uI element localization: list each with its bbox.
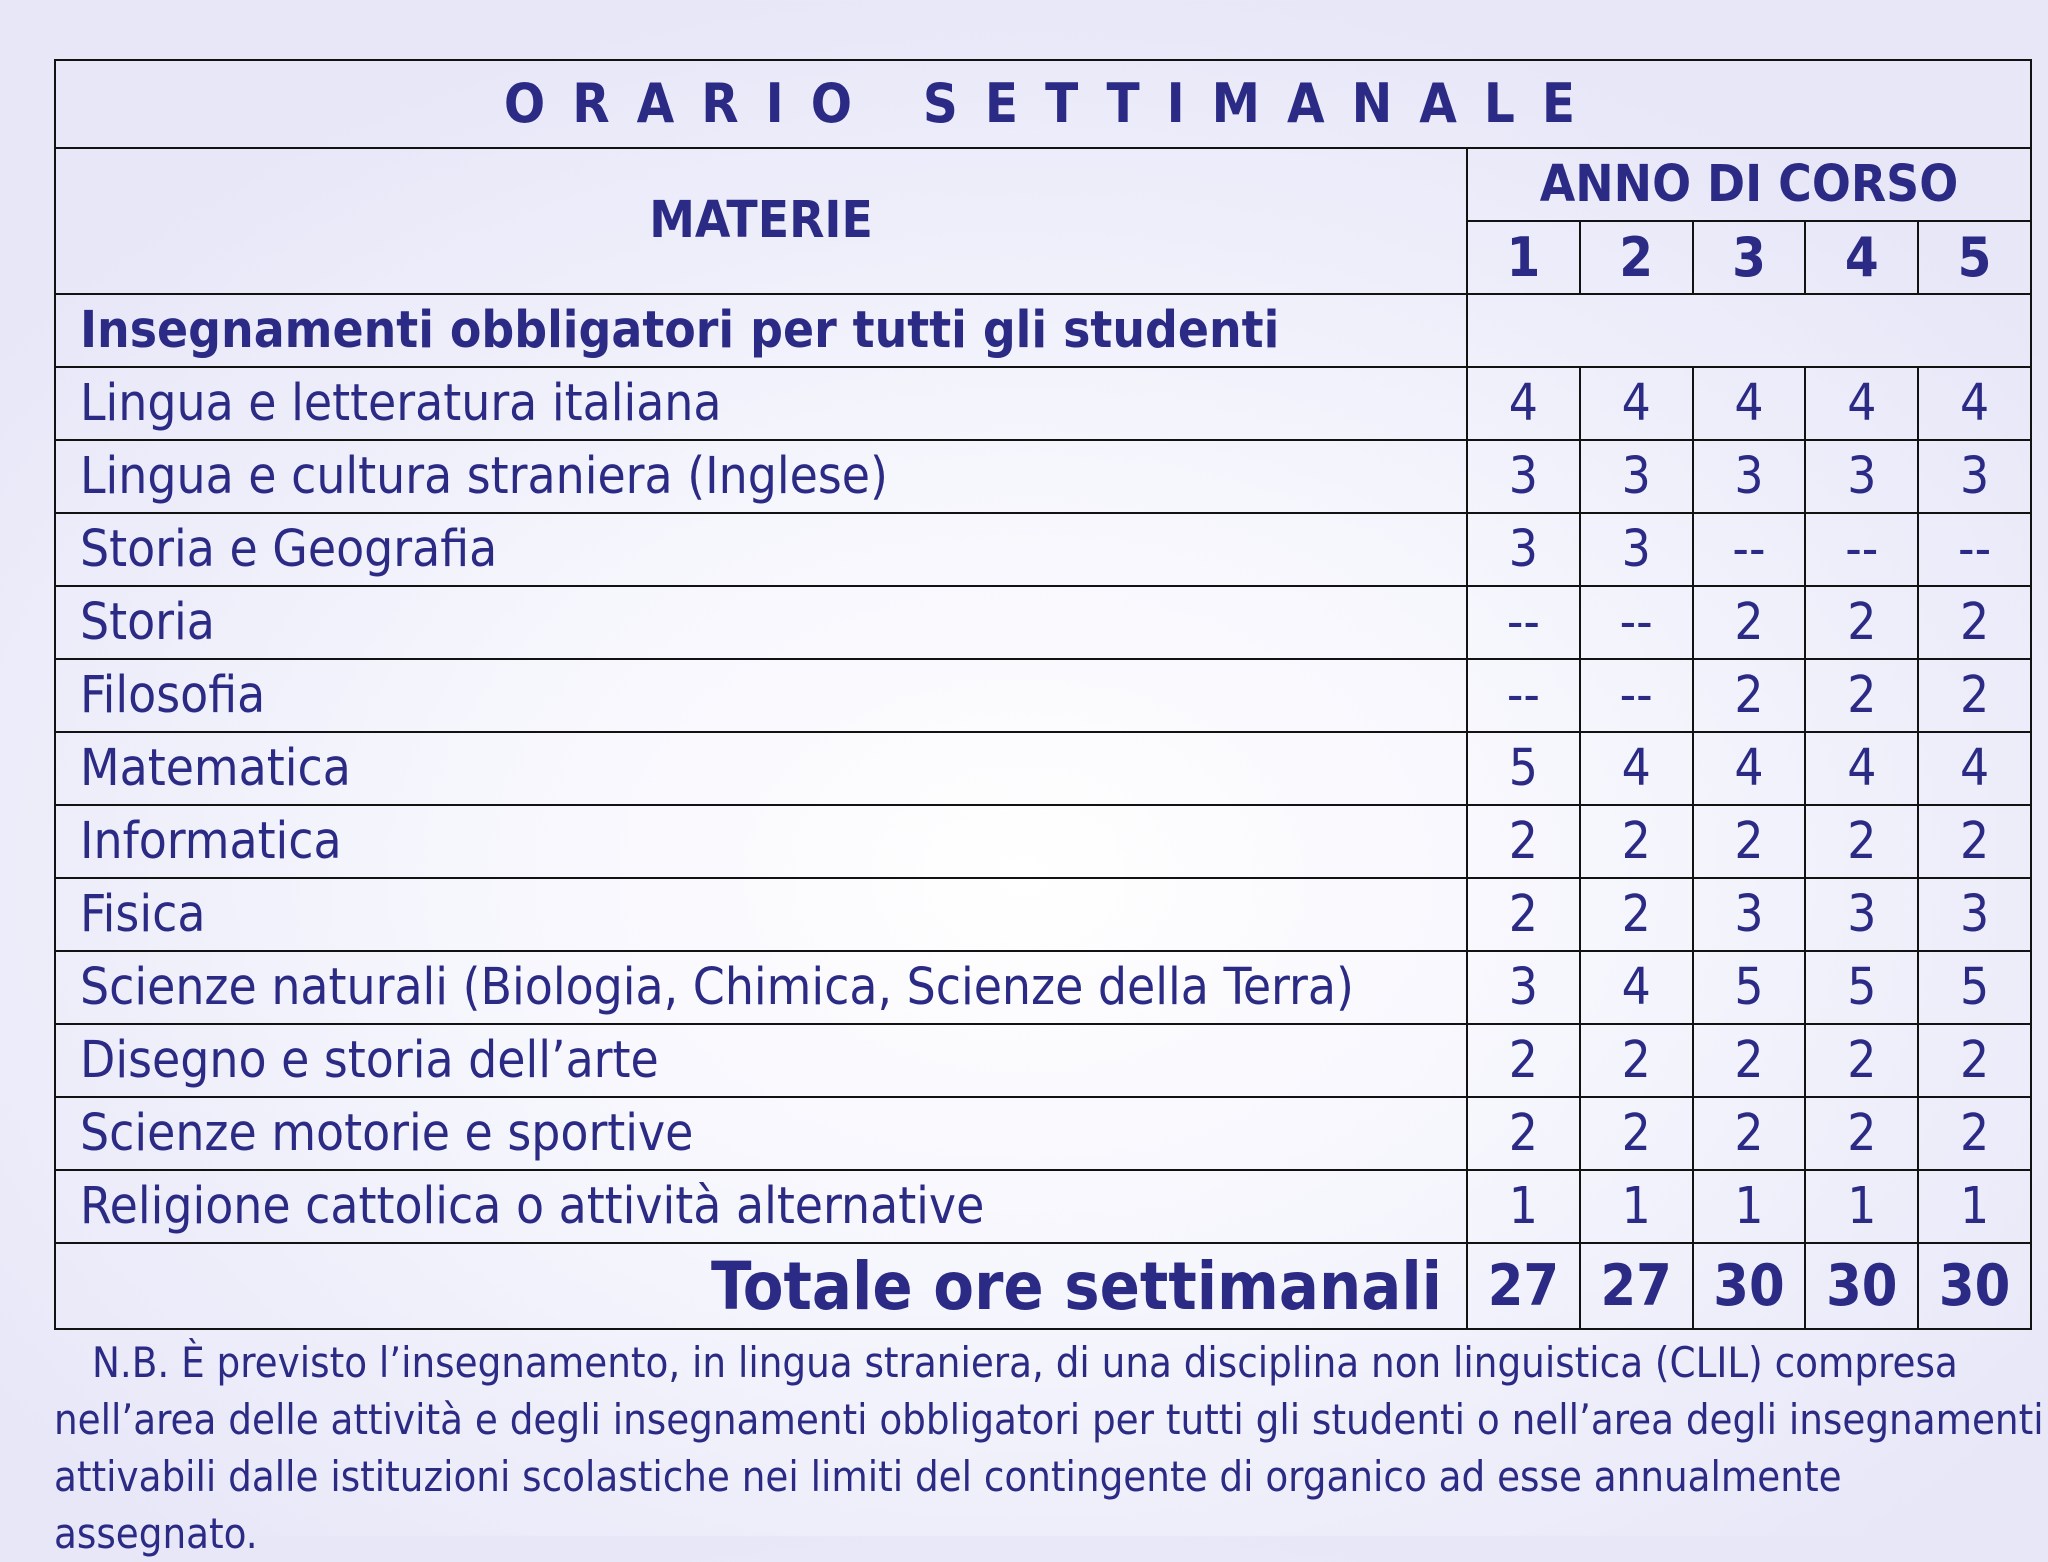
hours-year-2: 2 [1580,805,1693,878]
year-3-header: 3 [1693,221,1806,294]
hours-year-3: 2 [1693,1097,1806,1170]
hours-year-1: -- [1467,586,1580,659]
hours-year-2: 3 [1580,513,1693,586]
subject-name: Scienze motorie e sportive [55,1097,1467,1170]
year-4-header: 4 [1805,221,1918,294]
hours-year-5: 2 [1918,586,2031,659]
total-row [55,1243,2031,1329]
hours-year-1: 2 [1467,878,1580,951]
hours-year-5: 4 [1918,367,2031,440]
hours-year-1: -- [1467,659,1580,732]
title-row [55,60,2031,148]
hours-year-5: 3 [1918,440,2031,513]
hours-year-2: 1 [1580,1170,1693,1243]
hours-year-4: 1 [1805,1170,1918,1243]
section-empty-cell [1467,294,2031,367]
hours-year-4: 2 [1805,586,1918,659]
subjects-header-cell [55,148,1467,294]
table-row [55,440,2031,513]
hours-year-5: 3 [1918,878,2031,951]
hours-year-2: 2 [1580,878,1693,951]
hours-year-2: -- [1580,586,1693,659]
subject-name: Filosofia [55,659,1467,732]
table-row [55,1024,2031,1097]
weekly-timetable [54,59,2032,1330]
hours-year-1: 3 [1467,440,1580,513]
subjects-header: MATERIE [649,191,873,250]
hours-year-1: 2 [1467,805,1580,878]
hours-year-3: 4 [1693,367,1806,440]
hours-year-3: -- [1693,513,1806,586]
subject-name: Disegno e storia dell’arte [55,1024,1467,1097]
hours-year-3: 5 [1693,951,1806,1024]
table-row [55,367,2031,440]
hours-year-1: 3 [1467,951,1580,1024]
hours-year-4: 3 [1805,440,1918,513]
hours-year-4: 2 [1805,1097,1918,1170]
hours-year-5: 1 [1918,1170,2031,1243]
table-row [55,659,2031,732]
table-row [55,1097,2031,1170]
subject-name: Scienze naturali (Biologia, Chimica, Scienze della Terra) [55,951,1467,1024]
hours-year-5: 2 [1918,1024,2031,1097]
subject-name: Fisica [55,878,1467,951]
hours-year-1: 1 [1467,1170,1580,1243]
table-row [55,513,2031,586]
hours-year-5: 2 [1918,1097,2031,1170]
hours-year-4: 5 [1805,951,1918,1024]
hours-year-4: 4 [1805,367,1918,440]
hours-year-2: 3 [1580,440,1693,513]
year-2-header: 2 [1580,221,1693,294]
hours-year-2: 2 [1580,1097,1693,1170]
subject-name: Religione cattolica o attività alternative [55,1170,1467,1243]
total-year-1: 27 [1467,1243,1580,1329]
hours-year-5: 2 [1918,805,2031,878]
table-row [55,1170,2031,1243]
subject-name: Storia e Geografia [55,513,1467,586]
table-row [55,732,2031,805]
hours-year-3: 2 [1693,586,1806,659]
hours-year-1: 5 [1467,732,1580,805]
hours-year-2: -- [1580,659,1693,732]
section-title: Insegnamenti obbligatori per tutti gli studenti [55,294,1467,367]
hours-year-4: 3 [1805,878,1918,951]
table-row [55,951,2031,1024]
table-row [55,805,2031,878]
total-label: Totale ore settimanali [55,1243,1467,1329]
hours-year-1: 4 [1467,367,1580,440]
total-year-2: 27 [1580,1243,1693,1329]
hours-year-3: 2 [1693,805,1806,878]
hours-year-2: 4 [1580,367,1693,440]
total-year-4: 30 [1805,1243,1918,1329]
hours-year-1: 3 [1467,513,1580,586]
year-5-header: 5 [1918,221,2031,294]
table-row [55,878,2031,951]
hours-year-3: 4 [1693,732,1806,805]
hours-year-3: 3 [1693,440,1806,513]
hours-year-1: 2 [1467,1024,1580,1097]
header-row [55,148,2031,221]
hours-year-4: -- [1805,513,1918,586]
total-year-5: 30 [1918,1243,2031,1329]
years-header: ANNO DI CORSO [1467,148,2031,221]
year-1-header: 1 [1467,221,1580,294]
hours-year-4: 4 [1805,732,1918,805]
hours-year-5: 4 [1918,732,2031,805]
total-year-3: 30 [1693,1243,1806,1329]
hours-year-4: 2 [1805,805,1918,878]
subject-name: Matematica [55,732,1467,805]
hours-year-3: 1 [1693,1170,1806,1243]
hours-year-2: 2 [1580,1024,1693,1097]
section-row [55,294,2031,367]
hours-year-4: 2 [1805,1024,1918,1097]
hours-year-5: 5 [1918,951,2031,1024]
hours-year-5: -- [1918,513,2031,586]
table-row [55,586,2031,659]
hours-year-1: 2 [1467,1097,1580,1170]
table-title: ORARIO SETTIMANALE [55,60,2031,148]
footnote: N.B. È previsto l’insegnamento, in lingua straniera, di una disciplina non linguistica (CLIL) compresa nell’area delle attività e degli insegnamenti obbligatori per tutti gli studenti o nell’area degli insegnamenti attivabili dalle istituzioni scolastiche nei limiti del contingente di organico ad esse annualmente assegnato. [54,1338,2044,1558]
subject-name: Storia [55,586,1467,659]
subject-name: Informatica [55,805,1467,878]
hours-year-2: 4 [1580,732,1693,805]
hours-year-5: 2 [1918,659,2031,732]
hours-year-2: 4 [1580,951,1693,1024]
hours-year-3: 3 [1693,878,1806,951]
subject-name: Lingua e cultura straniera (Inglese) [55,440,1467,513]
hours-year-3: 2 [1693,659,1806,732]
subject-name: Lingua e letteratura italiana [55,367,1467,440]
hours-year-4: 2 [1805,659,1918,732]
hours-year-3: 2 [1693,1024,1806,1097]
